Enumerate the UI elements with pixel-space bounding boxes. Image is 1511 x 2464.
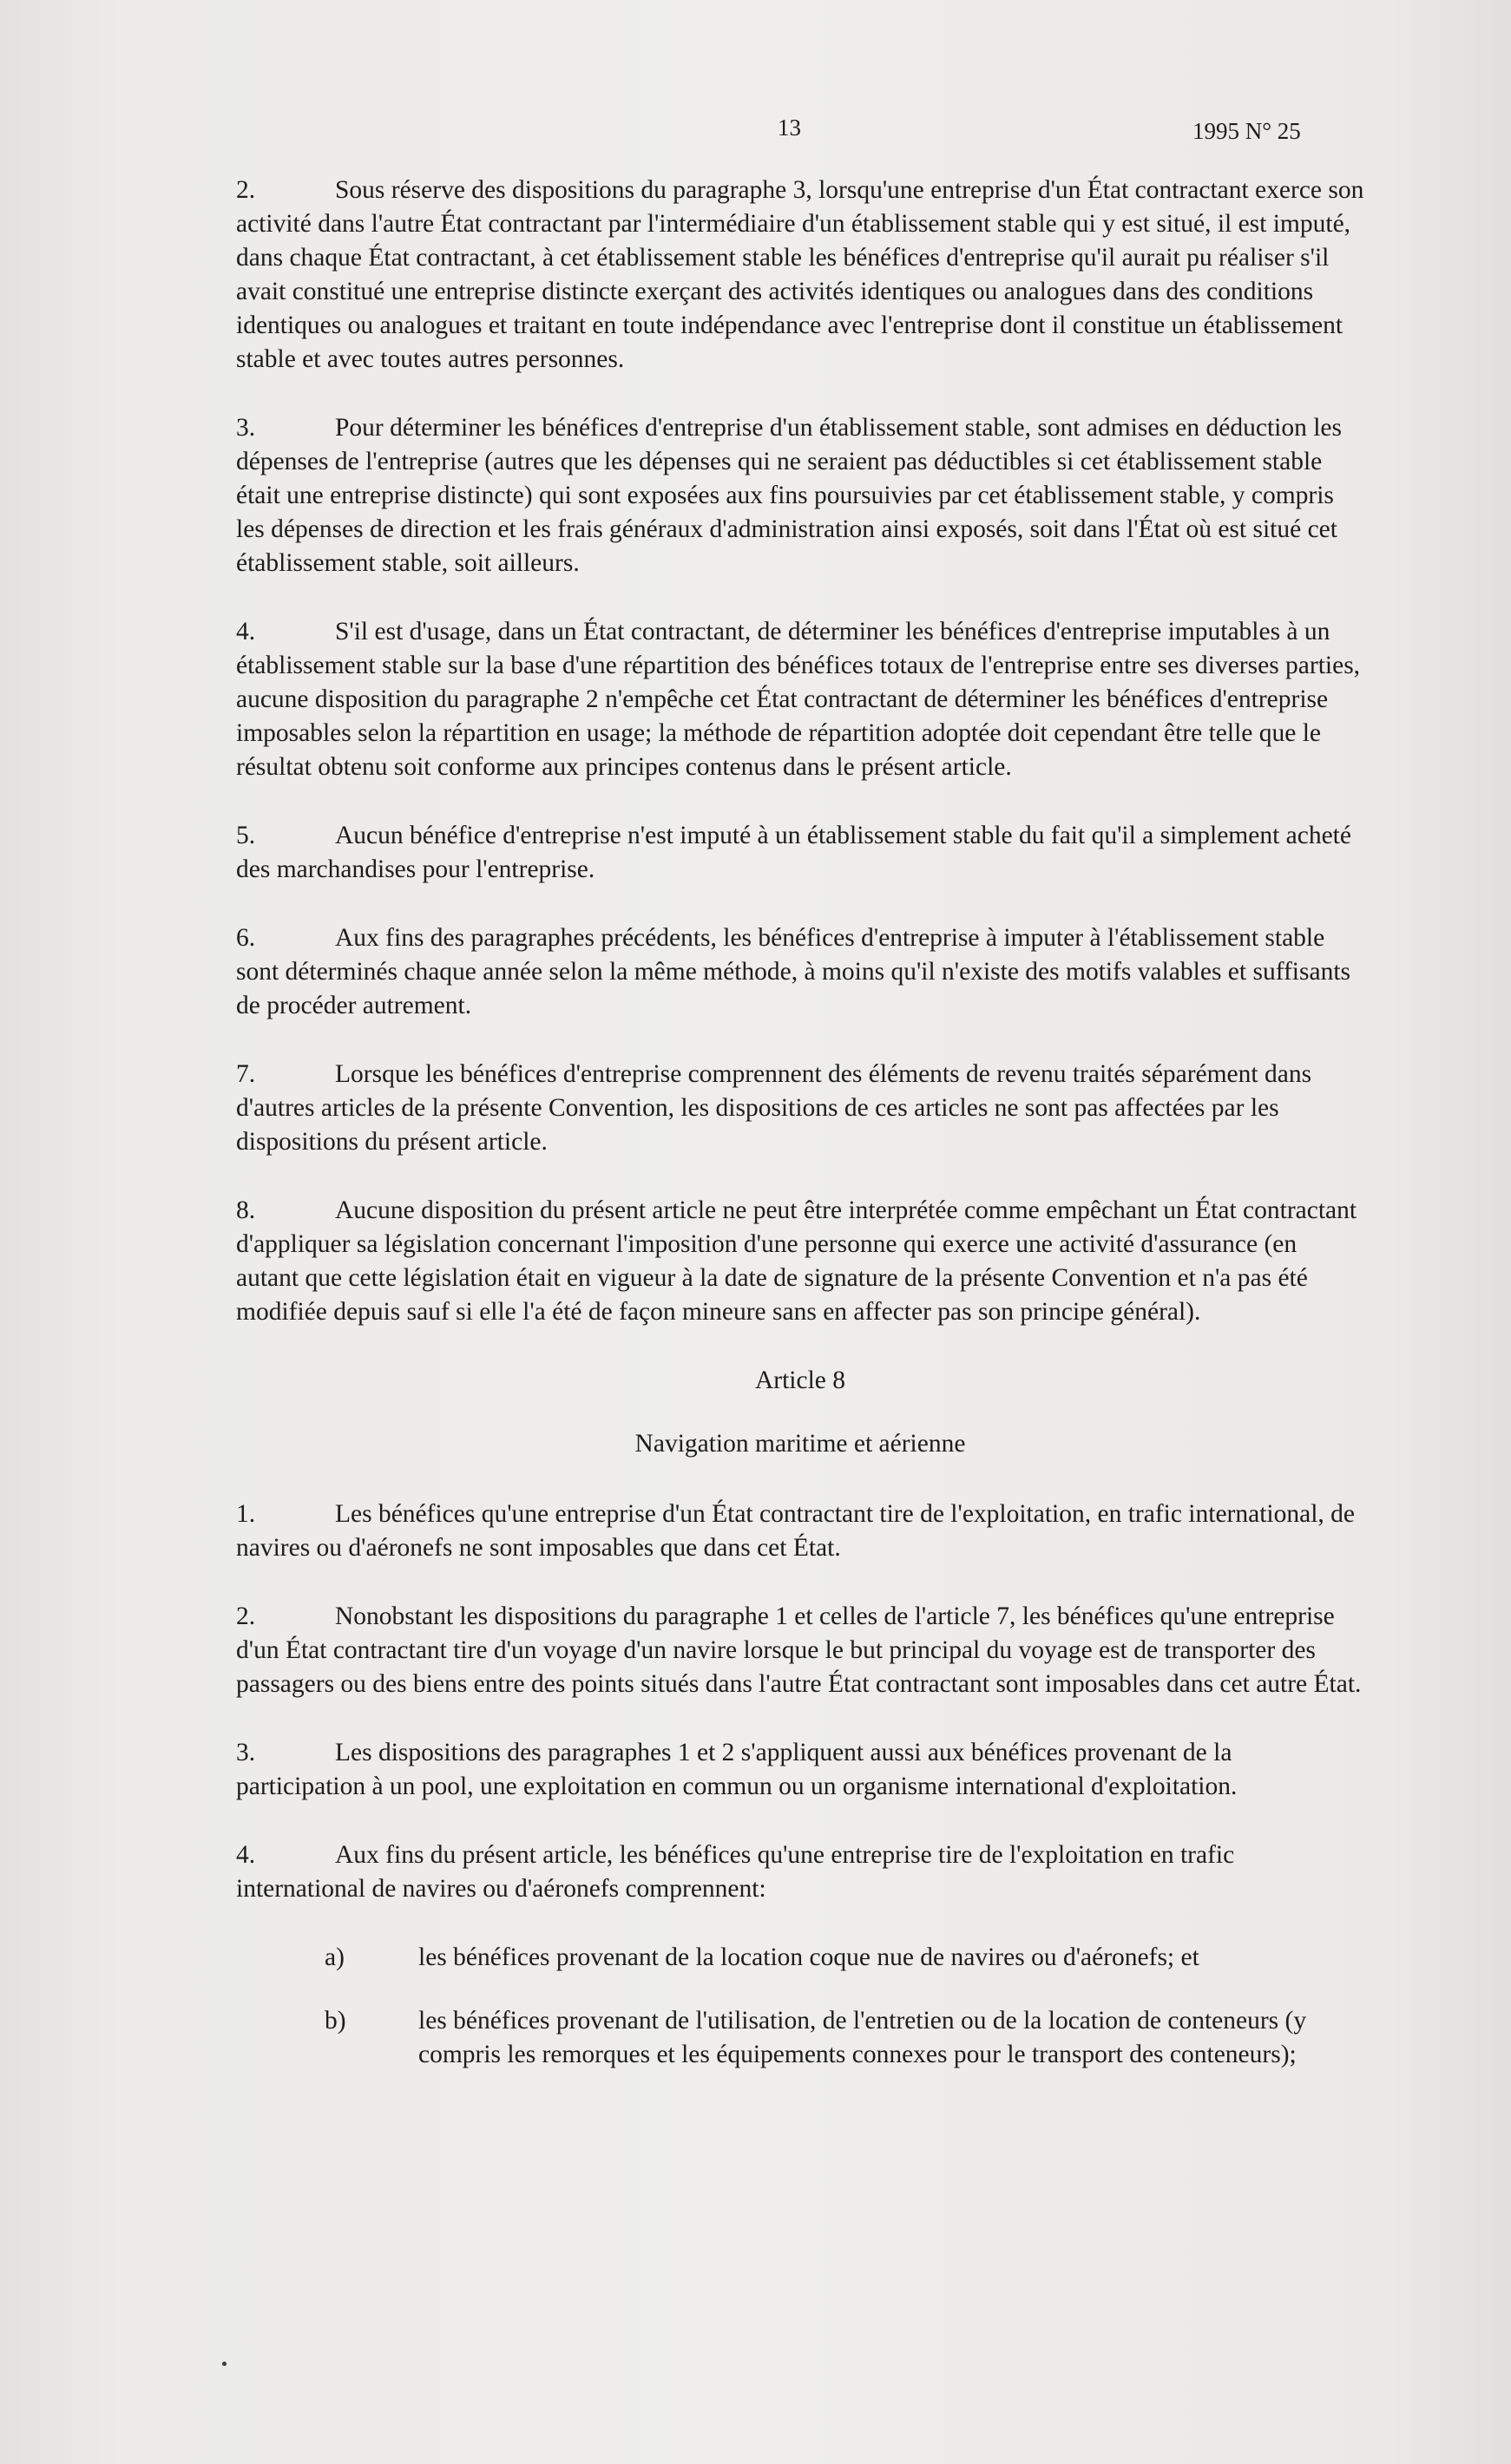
- paragraph-text: Lorsque les bénéfices d'entreprise comprennent des éléments de revenu traités séparément dans d'autres articles de la présente Convention, les dispositions de ces articles ne sont pas affectées par les dispositions du présent article.: [236, 1060, 1312, 1156]
- paragraph-number: 8.: [236, 1196, 256, 1224]
- paragraph-7-6: [236, 921, 1364, 1023]
- paragraph-number: 5.: [236, 822, 256, 849]
- paragraph-number: 2.: [236, 1602, 256, 1630]
- paragraph-text: Aux fins du présent article, les bénéfices qu'une entreprise tire de l'exploitation en trafic international de navires ou d'aéronefs comprennent:: [236, 1841, 1235, 1903]
- paragraph-number: 4.: [236, 618, 256, 645]
- paragraph-number: 2.: [236, 176, 256, 204]
- paragraph-text: Nonobstant les dispositions du paragraphe 1 et celles de l'article 7, les bénéfices qu'une entreprise d'un État contractant tire d'un voyage d'un navire lorsque le but principal du voyage est de transporter des passagers ou des biens entre des points situés dans l'autre État contractant sont imposables dans cet autre État.: [236, 1602, 1362, 1698]
- article-subtitle: Navigation maritime et aérienne: [634, 1430, 966, 1458]
- paragraph-7-3: [236, 411, 1364, 580]
- document-body: [236, 174, 1364, 2101]
- paragraph-8-4: [236, 1838, 1364, 1906]
- paragraph-text: Aucun bénéfice d'entreprise n'est imputé à un établissement stable du fait qu'il a simplement acheté des marchandises pour l'entreprise.: [236, 822, 1351, 883]
- paragraph-7-5: [236, 819, 1364, 887]
- paragraph-text: Les bénéfices qu'une entreprise d'un État contractant tire de l'exploitation, en trafic international, de navires ou d'aéronefs ne sont imposables que dans cet État.: [236, 1500, 1355, 1562]
- sub-item-text: les bénéfices provenant de la location coque nue de navires ou d'aéronefs; et: [418, 1943, 1199, 1971]
- ink-speck: [222, 2362, 227, 2366]
- paragraph-number: 7.: [236, 1060, 256, 1088]
- paragraph-number: 6.: [236, 924, 256, 952]
- paragraph-text: Sous réserve des dispositions du paragraphe 3, lorsqu'une entreprise d'un État contractant exerce son activité dans l'autre État contractant par l'intermédiaire d'un établissement stable qui y est situé, il est imputé, dans chaque État contractant, à cet établissement stable les bénéfices d'entreprise qu'il aurait pu réaliser s'il avait constitué une entreprise distincte exerçant des activités identiques ou analogues dans des conditions identiques ou analogues et traitant en toute indépendance avec l'entreprise dont il constitue un établissement stable et avec toutes autres personnes.: [236, 176, 1364, 373]
- paragraph-8-3: [236, 1736, 1364, 1804]
- paragraph-text: S'il est d'usage, dans un État contractant, de déterminer les bénéfices d'entreprise imputables à un établissement stable sur la base d'une répartition des bénéfices totaux de l'entreprise entre ses diverses parties, aucune disposition du paragraphe 2 n'empêche cet État contractant de déterminer les bénéfices d'entreprise imposables selon la répartition en usage; la méthode de répartition adoptée doit cependant être telle que le résultat obtenu soit conforme aux principes contenus dans le présent article.: [236, 618, 1361, 781]
- paragraph-text: Aucune disposition du présent article ne peut être interprétée comme empêchant un État contractant d'appliquer sa législation concernant l'imposition d'une personne qui exerce une activité d'assurance (en autant que cette législation était en vigueur à la date de signature de la présente Convention et n'a pas été modifiée depuis sauf si elle l'a été de façon mineure sans en affecter pas son principe général).: [236, 1196, 1357, 1326]
- paragraph-8-1: [236, 1497, 1364, 1565]
- page-header: [0, 115, 1511, 149]
- sub-item-label: a): [325, 1943, 345, 1971]
- sub-item-b: [236, 2004, 1364, 2072]
- sub-item-text: les bénéfices provenant de l'utilisation, de l'entretien ou de la location de conteneurs (y compris les remorques et les équipements connexes pour le transport des conteneurs);: [418, 2007, 1307, 2068]
- paragraph-text: Les dispositions des paragraphes 1 et 2 s'appliquent aussi aux bénéfices provenant de la participation à un pool, une exploitation en commun ou un organisme international d'exploitation.: [236, 1739, 1238, 1800]
- sub-item-label: b): [325, 2007, 346, 2035]
- paragraph-number: 4.: [236, 1841, 256, 1869]
- paragraph-number: 1.: [236, 1500, 256, 1528]
- paragraph-7-4: [236, 615, 1364, 784]
- paragraph-text: Pour déterminer les bénéfices d'entreprise d'un établissement stable, sont admises en déduction les dépenses de l'entreprise (autres que les dépenses qui ne seraient pas déductibles si cet établissement stable était une entreprise distincte) qui sont exposées aux fins poursuivies par cet établissement stable, y compris les dépenses de direction et les frais généraux d'administration ainsi exposés, soit dans l'État où est situé cet établissement stable, soit ailleurs.: [236, 414, 1342, 577]
- paragraph-number: 3.: [236, 414, 256, 442]
- sub-item-a: [236, 1941, 1364, 1975]
- article-heading: Article 8: [754, 1366, 846, 1394]
- paragraph-8-2: [236, 1600, 1364, 1701]
- page-number: 13: [778, 115, 801, 141]
- document-reference: 1995 N° 25: [1192, 118, 1301, 144]
- paragraph-7-8: [236, 1194, 1364, 1329]
- paragraph-7-2: [236, 174, 1364, 377]
- paragraph-number: 3.: [236, 1739, 256, 1766]
- paragraph-text: Aux fins des paragraphes précédents, les bénéfices d'entreprise à imputer à l'établissement stable sont déterminés chaque année selon la même méthode, à moins qu'il n'existe des motifs valables et suffisants de procéder autrement.: [236, 924, 1350, 1019]
- paragraph-7-7: [236, 1058, 1364, 1159]
